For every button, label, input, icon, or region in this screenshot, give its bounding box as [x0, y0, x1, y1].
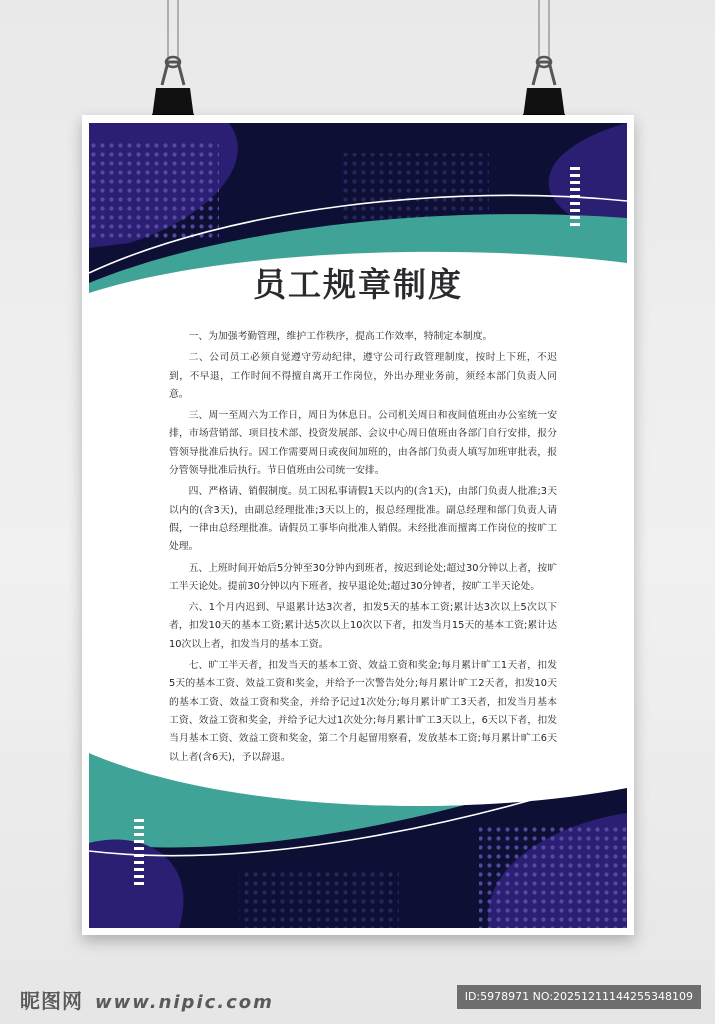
regulations-text: [169, 328, 557, 770]
paragraph-3: 三、周一至周六为工作日，周日为休息日。公司机关周日和夜间值班由办公室统一安排，市场营销部、项目技术部、投资发展部、会议中心周日值班由各部门自行安排，报分管领导批准后执行。因工作需要周日或夜间加班的，由各部门负责人填写加班审批表，报分管领导批准后执行。节日值班由公司统一安排。: [169, 410, 557, 477]
paragraph-2: 二、公司员工必须自觉遵守劳动纪律，遵守公司行政管理制度，按时上下班，不迟到，不早退，工作时间不得擅自离开工作岗位，外出办理业务前，须经本部门负责人同意。: [169, 352, 557, 400]
paragraph-1: 一、为加强考勤管理，维护工作秩序，提高工作效率，特制定本制度。: [188, 331, 493, 342]
poster: [82, 115, 634, 935]
watermark-id: ID:5978971 NO:20251211144255348109: [457, 985, 701, 1009]
poster-content: [89, 123, 627, 928]
left-clip: [148, 0, 198, 129]
poster-title: 员工规章制度: [253, 265, 463, 304]
paragraph-7: 七、旷工半天者，扣发当天的基本工资、效益工资和奖金;每月累计旷工1天者，扣发5天的基本工资、效益工资和奖金，并给予一次警告处分;每月累计旷工2天者，扣发10天的基本工资、效益工资和奖金，并给予记过1次处分;每月累计旷工3天者，扣发当月基本工资、效益工资和奖金，并给予记大过1次处分;每月累计旷工3天以上，6天以下者，扣发当月基本工资、效益工资和奖金，第二个月起留用察看，发放基本工资;每月累计旷工6天以上者(含6天)，予以辞退。: [169, 660, 557, 763]
paragraph-4: 四、严格请、销假制度。员工因私事请假1天以内的(含1天)，由部门负责人批准;3天以内的(含3天)，由副总经理批准;3天以上的，报总经理批准。副总经理和部门负责人请假，一律由总经理批准。请假员工事毕向批准人销假。未经批准而擅离工作岗位的按旷工处理。: [169, 486, 557, 553]
paragraph-6: 六、1个月内迟到、早退累计达3次者，扣发5天的基本工资;累计达3次以上5次以下者，扣发10天的基本工资;累计达5次以上10次以下者，扣发当月15天的基本工资;累计达10次以上者，扣发当月的基本工资。: [169, 602, 557, 650]
watermark-site: www.nipic.com: [95, 992, 274, 1013]
right-clip: [519, 0, 569, 129]
watermark-brand: [20, 985, 274, 1014]
watermark-brand-name: 昵图网: [20, 989, 83, 1013]
paragraph-5: 五、上班时间开始后5分钟至30分钟内到班者，按迟到论处;超过30分钟以上者，按旷工半天论处。提前30分钟以内下班者，按早退论处;超过30分钟者，按旷工半天论处。: [169, 562, 557, 592]
